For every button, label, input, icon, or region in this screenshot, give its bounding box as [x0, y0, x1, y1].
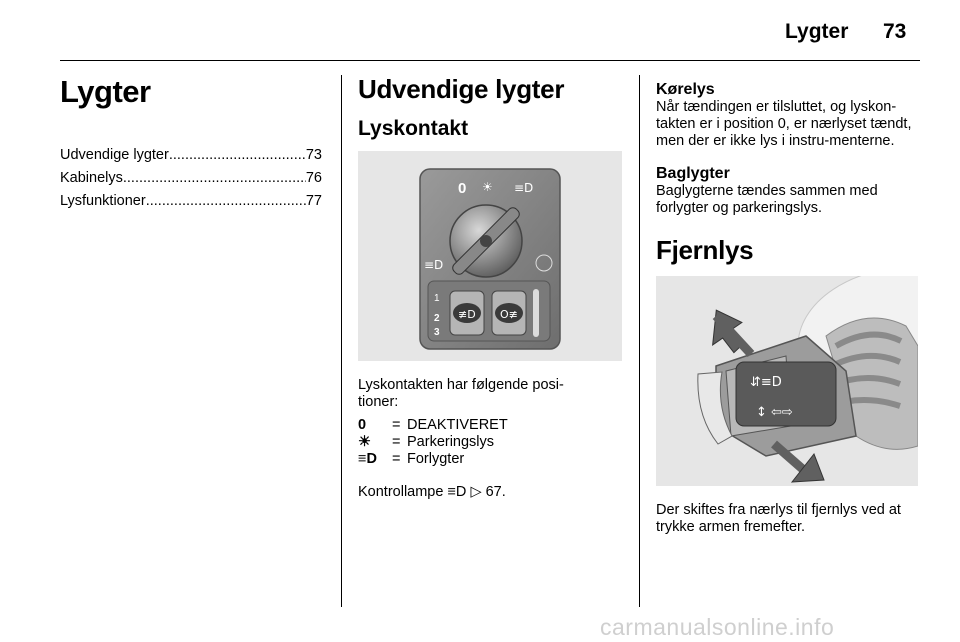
- svg-text:☀: ☀: [482, 180, 493, 194]
- right-column: [656, 80, 922, 536]
- light-switch-illustration: [358, 151, 622, 361]
- turn-signal-lever-illustration: [656, 276, 918, 486]
- toc-label: Kabinelys: [60, 170, 123, 186]
- toc-page: 73: [305, 147, 322, 163]
- light-switch-figure: [358, 151, 622, 361]
- intro-text: Lyskontakten har følgende posi-tioner:: [358, 377, 564, 410]
- toc-leader: [123, 167, 306, 190]
- header-title: Lygter: [785, 20, 849, 43]
- legend-symbol: 0: [358, 417, 367, 433]
- position-legend: [358, 417, 623, 468]
- watermark: carmanualsonline.info: [600, 614, 835, 640]
- section-title: Udvendige lygter: [358, 74, 565, 104]
- column-divider-1: [341, 75, 342, 607]
- baglygter-heading: Baglygter: [656, 165, 730, 182]
- toc-leader: [146, 190, 306, 213]
- toc-leader: [169, 144, 306, 167]
- legend-row: [358, 434, 623, 451]
- legend-symbol: ≡D: [358, 451, 377, 467]
- fjernlys-text: Der skiftes fra nærlys til fjernlys ved at trykke armen fremefter.: [656, 502, 901, 535]
- page-reference-link[interactable]: ▷ 67.: [470, 484, 506, 500]
- left-column: [60, 74, 325, 213]
- position-zero-label: 0: [458, 180, 467, 197]
- legend-symbol: ☀: [358, 434, 371, 450]
- legend-text: Forlygter: [407, 451, 465, 467]
- legend-equals: =: [392, 434, 401, 450]
- legend-text: DEAKTIVERET: [407, 417, 508, 433]
- svg-text:≡D: ≡D: [424, 258, 444, 272]
- legend-equals: =: [392, 451, 401, 467]
- toc-entry[interactable]: [60, 144, 322, 167]
- legend-equals: =: [392, 417, 401, 433]
- toc-label: Udvendige lygter: [60, 147, 169, 163]
- svg-text:≡D: ≡D: [514, 181, 534, 195]
- position-three-label: 3: [434, 327, 440, 338]
- position-two-label: 2: [434, 313, 440, 324]
- toc-entry[interactable]: [60, 167, 322, 190]
- column-divider-2: [639, 75, 640, 607]
- page-number: 73: [883, 20, 907, 43]
- korelys-text: Når tændingen er tilsluttet, og lyskon-takten er i position 0, er nærlyset tændt, men der er ikke lys i instru-menterne.: [656, 99, 912, 149]
- svg-text:O≢: O≢: [500, 308, 518, 321]
- toc-label: Lysfunktioner: [60, 193, 146, 209]
- table-of-contents: [60, 144, 325, 213]
- legend-row: [358, 451, 623, 468]
- korelys-heading: Kørelys: [656, 81, 715, 98]
- legend-row: [358, 417, 623, 434]
- toc-entry[interactable]: [60, 190, 322, 213]
- svg-text:⇵≡D: ⇵≡D: [750, 375, 782, 390]
- header-rule: [60, 60, 920, 61]
- position-one-label: 1: [434, 293, 440, 304]
- baglygter-text: Baglygterne tændes sammen med forlygter og parkeringslys.: [656, 183, 878, 216]
- legend-text: Parkeringslys: [407, 434, 495, 450]
- svg-text:↕ ⇦⇨: ↕ ⇦⇨: [756, 405, 793, 420]
- svg-text:≢D: ≢D: [458, 308, 476, 321]
- control-lamp-text: [358, 484, 623, 501]
- toc-page: 76: [305, 170, 322, 186]
- control-lamp-label: Kontrollampe: [358, 484, 444, 500]
- chapter-title: Lygter: [60, 74, 151, 109]
- toc-page: 77: [305, 193, 322, 209]
- high-beam-figure: [656, 276, 918, 486]
- subsection-title: Lyskontakt: [358, 117, 469, 140]
- fjernlys-heading: Fjernlys: [656, 235, 754, 265]
- headlight-symbol: ≡D: [447, 484, 467, 500]
- middle-column: [358, 74, 623, 501]
